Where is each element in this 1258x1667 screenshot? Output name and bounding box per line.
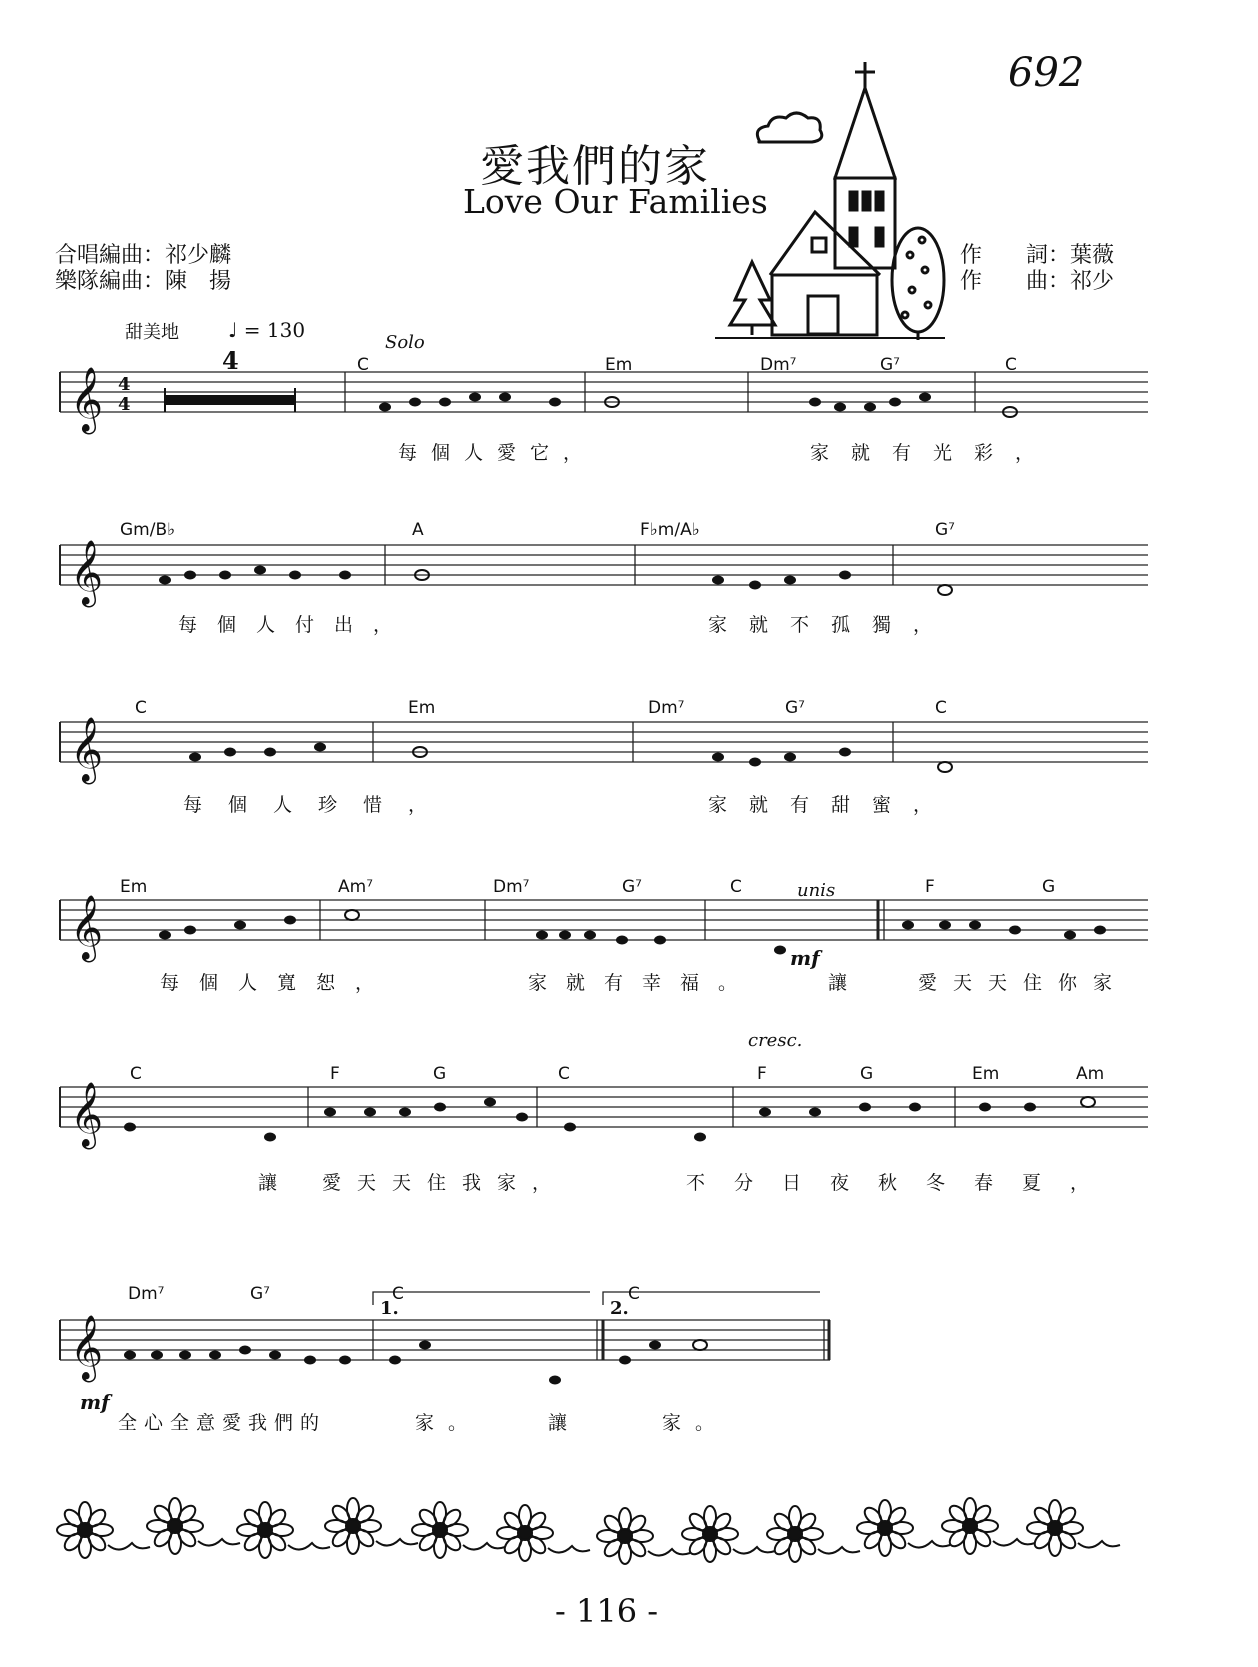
lyric-line: 家就有幸福。 [528, 972, 757, 994]
chord: C [135, 698, 147, 718]
lyric-line: 讓 [828, 972, 862, 994]
lyricist-credit: 作 詞：葉薇 [960, 243, 1115, 268]
chord: Em [972, 1064, 1000, 1084]
lyric-line: 每個人寬恕， [160, 972, 395, 994]
cloud-icon [757, 113, 821, 142]
staff-system-2 [60, 545, 1148, 585]
staff-system-3 [60, 722, 1148, 762]
staff-system-6 [60, 1292, 830, 1360]
rest-measure-count: 4 [222, 346, 239, 375]
chord: C [392, 1284, 404, 1304]
lyric-line: 家就有甜蜜， [708, 794, 955, 816]
chord: F [330, 1064, 340, 1084]
chord: F [925, 877, 935, 897]
staff-system-4 [60, 900, 1148, 940]
lyric-line: 讓 [258, 1172, 292, 1194]
chord: G⁷ [250, 1284, 270, 1304]
first-ending-marker: 1. [380, 1298, 399, 1319]
staff-system-5 [60, 1087, 1148, 1127]
chord: G⁷ [622, 877, 642, 897]
chord: Dm⁷ [760, 355, 797, 375]
lyric-line: 家。 [662, 1412, 729, 1434]
chord: G [860, 1064, 874, 1084]
lyric-line: 每個人付出， [178, 614, 413, 636]
flower-border-decoration [57, 1498, 1120, 1564]
svg-text:𝄞: 𝄞 [70, 540, 104, 605]
second-ending-marker: 2. [610, 1298, 629, 1319]
chord: Am [1076, 1064, 1105, 1084]
chord: Em [408, 698, 436, 718]
composer-credit: 作 曲：祁少 [960, 269, 1115, 294]
bpm-value: = 130 [243, 318, 306, 342]
lyric-line: 每個人珍惜， [183, 794, 454, 816]
band-arranger-credit: 樂隊編曲：陳 揚 [55, 269, 232, 294]
lyric-line: 家就有光彩， [810, 442, 1057, 464]
lyric-line: 愛天天住你家 [918, 972, 1129, 994]
lyric-line: 每個人愛它， [398, 442, 597, 464]
cresc-marking: cresc. [748, 1030, 803, 1051]
svg-text:4: 4 [118, 394, 131, 415]
handwritten-page-number: 692 [1008, 50, 1085, 96]
chord: C [558, 1064, 570, 1084]
chord: Dm⁷ [648, 698, 685, 718]
chord: A [412, 520, 424, 540]
svg-text:4: 4 [118, 374, 131, 395]
mf-dynamic-2: mf [80, 1390, 110, 1414]
svg-text:𝄞: 𝄞 [70, 717, 104, 782]
svg-text:𝄞: 𝄞 [70, 895, 104, 960]
chord: F [757, 1064, 767, 1084]
chord: C [130, 1064, 142, 1084]
tempo-bpm: ♩ = 130 [228, 318, 306, 342]
lyric-line: 全心全意愛我們的 [118, 1412, 327, 1434]
chord: Am⁷ [338, 877, 374, 897]
chord: F♭m/A♭ [640, 520, 700, 540]
svg-text:𝄞: 𝄞 [70, 1315, 104, 1380]
staff-system-1 [60, 372, 1148, 412]
chord: G⁷ [785, 698, 805, 718]
unis-marking: unis [797, 880, 836, 901]
chord: Dm⁷ [128, 1284, 165, 1304]
song-title-english: Love Our Families [463, 182, 768, 221]
solo-marking: Solo [385, 332, 425, 353]
chord: C [357, 355, 369, 375]
chord: C [730, 877, 742, 897]
svg-text:𝄞: 𝄞 [70, 367, 104, 432]
lyric-line: 家。 [415, 1412, 482, 1434]
chord: G [433, 1064, 447, 1084]
lyric-line: 不分日夜秋冬春夏， [686, 1172, 1119, 1194]
chord: C [1005, 355, 1017, 375]
lyric-line: 家就不孤獨， [708, 614, 955, 636]
lyric-line: 愛天天住我家， [322, 1172, 568, 1194]
choir-arranger-credit: 合唱編曲：祁少麟 [55, 243, 232, 268]
chord: Gm/B♭ [120, 520, 176, 540]
chord: Em [120, 877, 148, 897]
lyric-line: 讓 [548, 1412, 582, 1434]
chord: Dm⁷ [493, 877, 530, 897]
song-title-chinese: 愛我們的家 [480, 141, 710, 192]
mf-dynamic-1: mf [790, 946, 820, 970]
chord: C [935, 698, 947, 718]
chord: Em [605, 355, 633, 375]
chord: G⁷ [880, 355, 900, 375]
page-number: - 116 - [555, 1592, 659, 1630]
chord: G⁷ [935, 520, 955, 540]
tempo-marking: 甜美地 [125, 322, 179, 343]
chord: G [1042, 877, 1056, 897]
svg-text:𝄞: 𝄞 [70, 1082, 104, 1147]
chord: C [628, 1284, 640, 1304]
